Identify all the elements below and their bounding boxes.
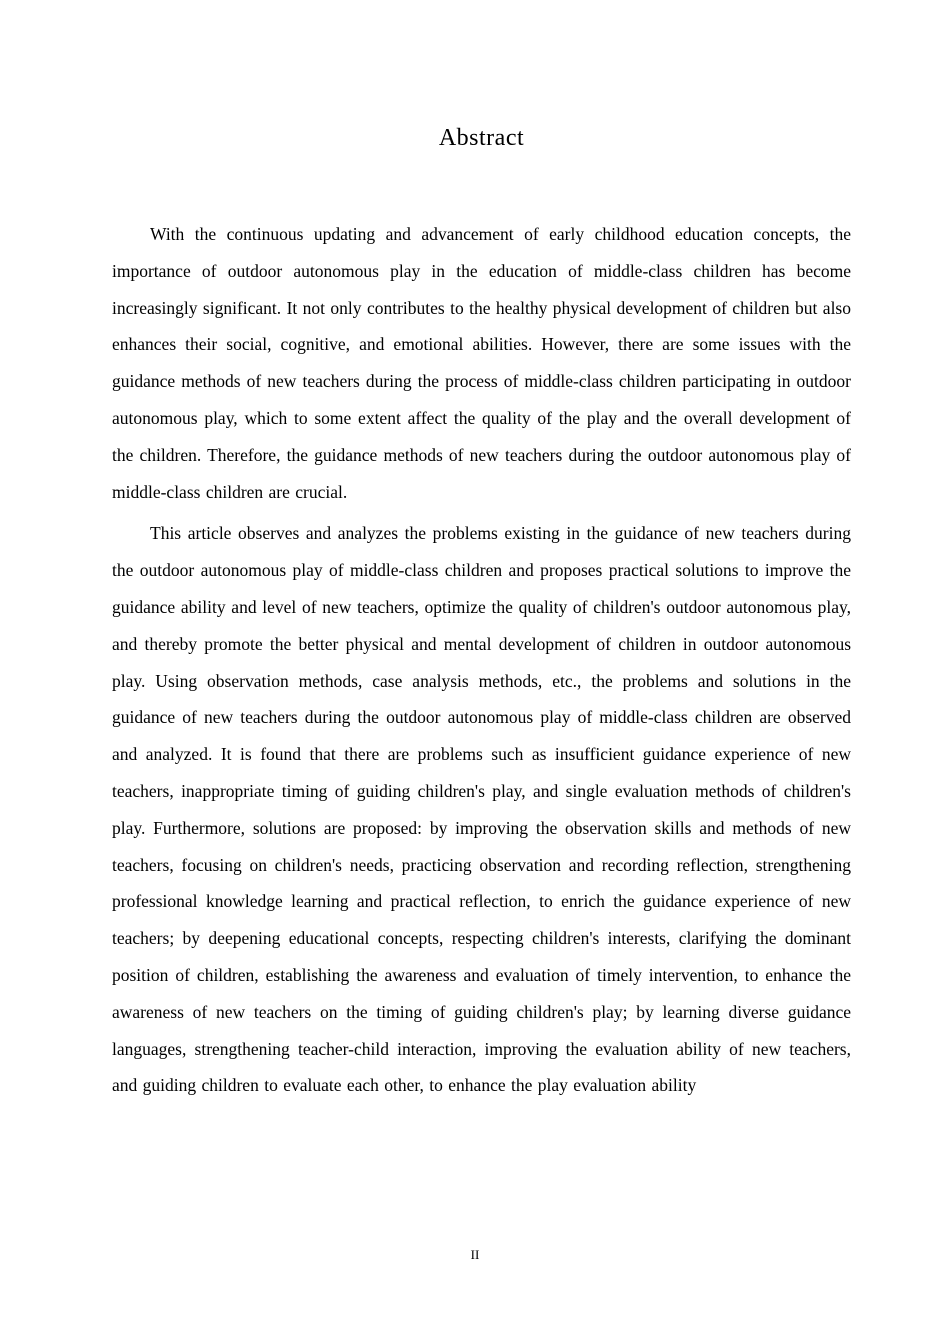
abstract-title: Abstract bbox=[438, 125, 525, 151]
abstract-paragraph-2: This article observes and analyzes the problems existing in the guidance of new teachers during the outdoor autonomous play of middle-class children and proposes practical solutions to improve the guidance ability and level of new teachers, optimize the quality of children's outdoor autonomous play, and thereby promote the better physical and mental development of children in outdoor autonomous play. Using observation methods, case analysis methods, etc., the problems and solutions in the guidance of new teachers during the outdoor autonomous play of middle-class children are observed and analyzed. It is found that there are problems such as insufficient guidance experience of new teachers, inappropriate timing of guiding children's play, and single evaluation methods of children's play. Furthermore, solutions are proposed: by improving the observation skills and methods of new teachers, focusing on children's needs, practicing observation and recording reflection, strengthening professional knowledge learning and practical reflection, to enrich the guidance experience of new teachers; by deepening educational concepts, respecting children's interests, clarifying the dominant position of children, establishing the awareness and evaluation of timely intervention, to enhance the awareness of new teachers on the timing of guiding children's play; by learning diverse guidance languages, strengthening teacher-child interaction, improving the evaluation ability of new teachers, and guiding children to evaluate each other, to enhance the play evaluation ability bbox=[112, 523, 851, 1096]
page-number: II bbox=[470, 1247, 480, 1262]
page-content bbox=[112, 0, 851, 1104]
abstract-body bbox=[112, 216, 851, 1104]
abstract-paragraph-1: With the continuous updating and advancement of early childhood education concepts, the importance of outdoor autonomous play in the education of middle-class children has become increasingly significant. It not only contributes to the healthy physical development of children but also enhances their social, cognitive, and emotional abilities. However, there are some issues with the guidance methods of new teachers during the process of middle-class children participating in outdoor autonomous play, which to some extent affect the quality of the play and the overall development of the children. Therefore, the guidance methods of new teachers during the outdoor autonomous play of middle-class children are crucial. bbox=[112, 224, 851, 502]
